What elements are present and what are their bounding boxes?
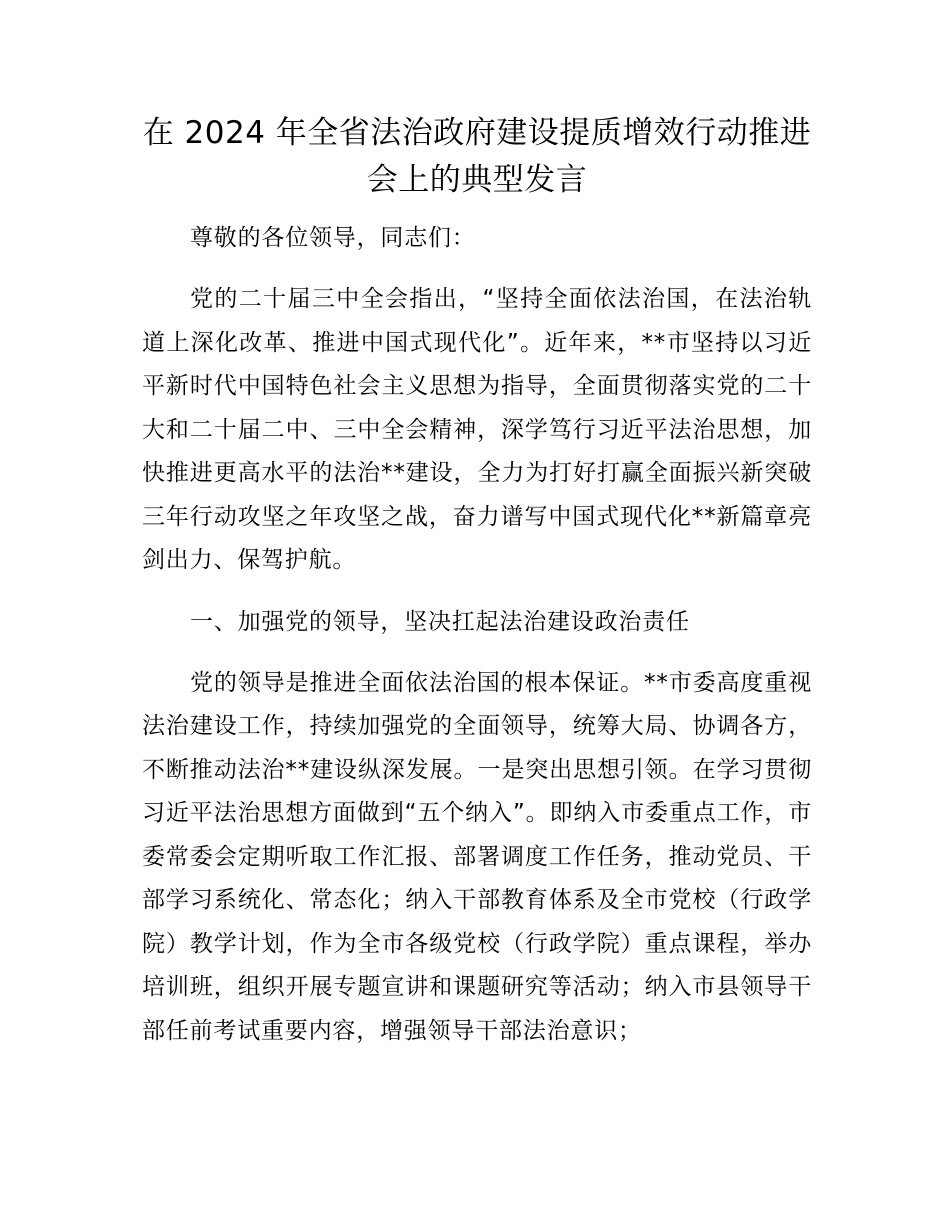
document-page <box>142 110 812 1053</box>
salutation: 尊敬的各位领导，同志们： <box>190 225 476 251</box>
section-heading: 一、加强党的领导，坚决扛起法治建设政治责任 <box>190 608 690 635</box>
intro-paragraph: 党的二十届三中全会指出，“坚持全面依法治国，在法治轨道上深化改革、推进中国式现代化”。近年来，**市坚持以习近平新时代中国特色社会主义思想为指导，全面贯彻落实党的二十大和二十届二中、三中全会精神，深学笃行习近平法治思想，加快推进更高水平的法治**建设，全力为打好打赢全面振兴新突破三年行动攻坚之年攻坚之战，奋力谱写中国式现代化**新篇章亮剑出力、保驾护航。 <box>142 286 812 573</box>
section-paragraph: 党的领导是推进全面依法治国的根本保证。**市委高度重视法治建设工作，持续加强党的全面领导，统筹大局、协调各方，不断推动法治**建设纵深发展。一是突出思想引领。在学习贯彻习近平法治思想方面做到“五个纳入”。即纳入市委重点工作，市委常委会定期听取工作汇报、部署调度工作任务，推动党员、干部学习系统化、常态化；纳入干部教育体系及全市党校（行政学院）教学计划，作为全市各级党校（行政学院）重点课程，举办培训班，组织开展专题宣讲和课题研究等活动；纳入市县领导干部任前考试重要内容，增强领导干部法治意识； <box>142 669 812 1044</box>
document-title: 在 2024 年全省法治政府建设提质增效行动推进会上的典型发言 <box>142 115 812 198</box>
